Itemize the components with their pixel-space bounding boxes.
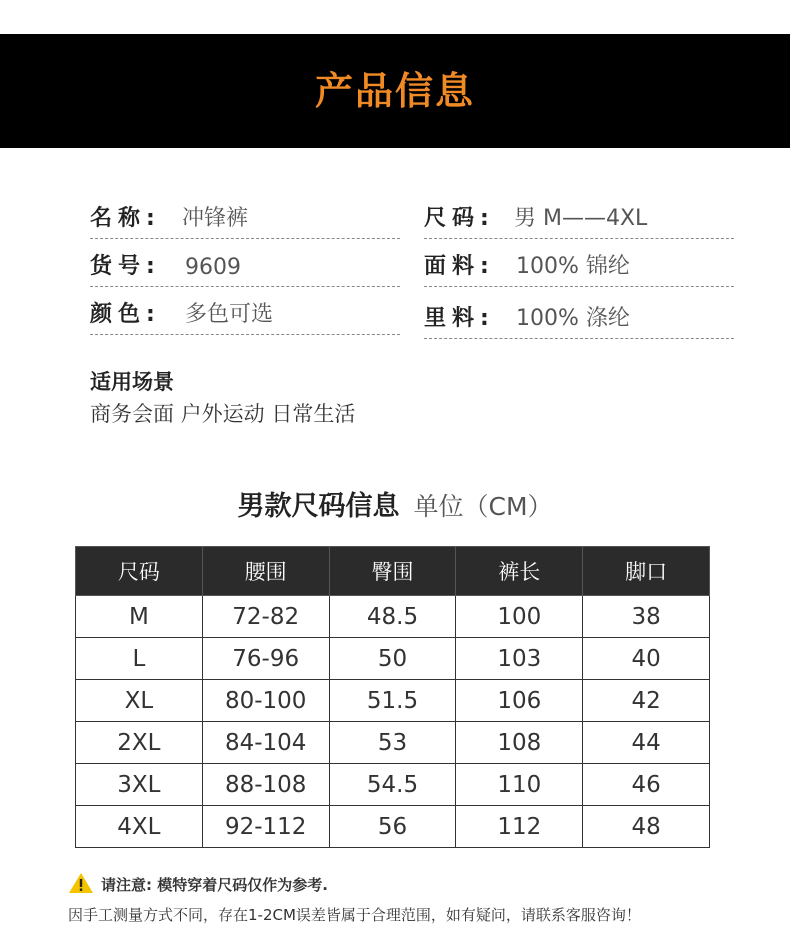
info-row-name [90, 198, 400, 239]
table-header-row [76, 547, 710, 596]
table-row [76, 764, 710, 806]
column-header: 裤长 [456, 547, 583, 596]
table-row [76, 680, 710, 722]
footnote: 因手工测量方式不同，存在1-2CM误差皆属于合理范围，如有疑问，请联系客服咨询！ [68, 906, 641, 924]
table-cell: 110 [456, 764, 583, 806]
table-cell: 106 [456, 680, 583, 722]
size-table [75, 546, 710, 848]
info-value: 多色可选 [185, 302, 274, 327]
table-cell: 46 [583, 764, 710, 806]
table-cell: 44 [583, 722, 710, 764]
column-header: 尺码 [76, 547, 203, 596]
info-row-sku [90, 246, 400, 287]
info-value: 100% 锦纶 [516, 254, 630, 279]
page-title: 产品信息 [314, 69, 475, 113]
scene-title: 适用场景 [90, 370, 174, 394]
table-row [76, 806, 710, 848]
table-cell: 112 [456, 806, 583, 848]
table-cell: 80-100 [202, 680, 329, 722]
info-row-fabric [424, 246, 734, 287]
table-row [76, 638, 710, 680]
info-label: 面料: [424, 254, 495, 279]
info-value: 9609 [185, 255, 241, 280]
info-label: 货号: [90, 254, 161, 279]
table-cell: 53 [329, 722, 456, 764]
table-cell: 48.5 [329, 596, 456, 638]
table-cell: XL [76, 680, 203, 722]
table-cell: 4XL [76, 806, 203, 848]
table-cell: 48 [583, 806, 710, 848]
info-row-lining [424, 298, 734, 339]
info-label: 里料: [424, 306, 495, 331]
table-cell: L [76, 638, 203, 680]
table-cell: 3XL [76, 764, 203, 806]
column-header: 臀围 [329, 547, 456, 596]
info-value: 冲锋裤 [182, 206, 249, 231]
info-label: 尺码: [424, 206, 495, 231]
table-cell: 42 [583, 680, 710, 722]
info-row-color [90, 294, 400, 335]
scene-text: 商务会面 户外运动 日常生活 [90, 402, 356, 426]
info-row-size [424, 198, 734, 239]
table-cell: 100 [456, 596, 583, 638]
column-header: 腰围 [202, 547, 329, 596]
table-cell: 50 [329, 638, 456, 680]
warning-icon [68, 872, 94, 894]
table-row [76, 722, 710, 764]
info-value: 男 M——4XL [514, 206, 648, 231]
table-cell: 38 [583, 596, 710, 638]
info-label: 名称: [90, 206, 161, 231]
table-cell: 40 [583, 638, 710, 680]
size-section-title: 男款尺码信息 [237, 491, 400, 522]
table-cell: 51.5 [329, 680, 456, 722]
size-section-unit: 单位（CM） [413, 492, 553, 521]
table-row [76, 596, 710, 638]
table-cell: 54.5 [329, 764, 456, 806]
table-cell: M [76, 596, 203, 638]
table-cell: 92-112 [202, 806, 329, 848]
table-cell: 84-104 [202, 722, 329, 764]
table-cell: 2XL [76, 722, 203, 764]
header-banner [0, 34, 790, 148]
table-cell: 108 [456, 722, 583, 764]
info-value: 100% 涤纶 [516, 306, 630, 331]
info-label: 颜色: [90, 302, 161, 327]
table-cell: 76-96 [202, 638, 329, 680]
table-cell: 72-82 [202, 596, 329, 638]
table-cell: 103 [456, 638, 583, 680]
notice-text: 请注意: 模特穿着尺码仅作为参考. [101, 876, 328, 894]
size-section-heading [0, 484, 790, 523]
table-cell: 88-108 [202, 764, 329, 806]
table-cell: 56 [329, 806, 456, 848]
column-header: 脚口 [583, 547, 710, 596]
